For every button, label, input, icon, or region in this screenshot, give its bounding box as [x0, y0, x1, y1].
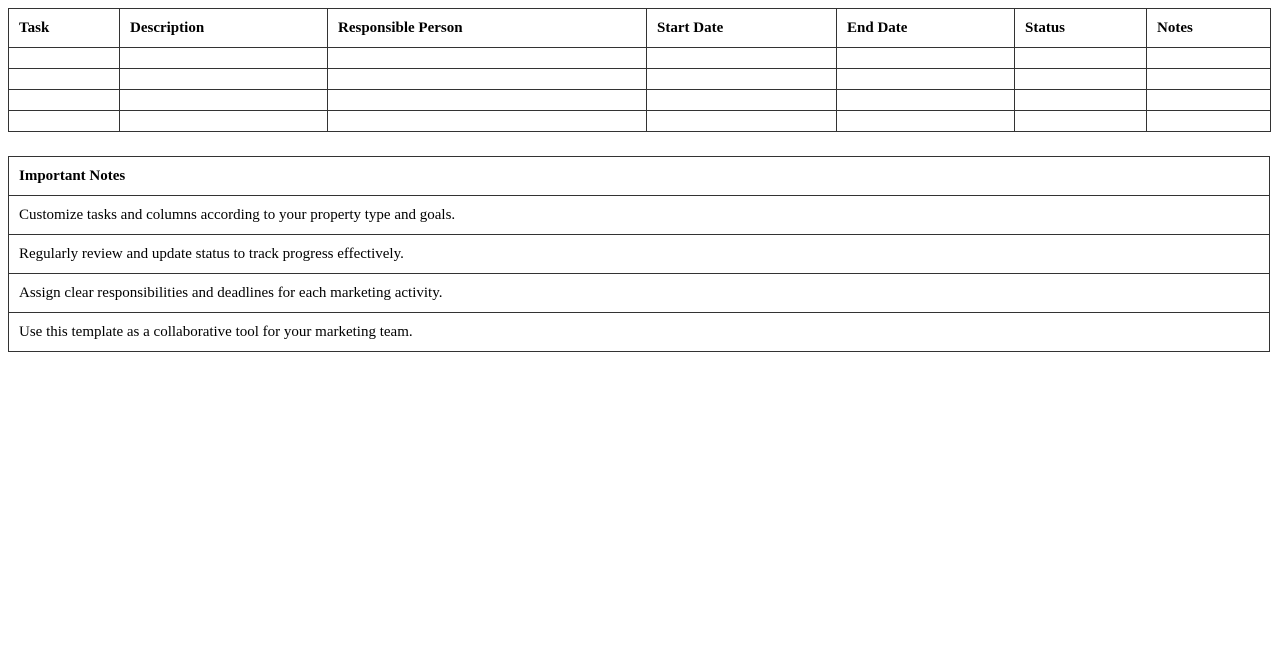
notes-title-row — [9, 157, 1270, 196]
cell-task[interactable] — [9, 69, 120, 90]
cell-end-date[interactable] — [837, 111, 1015, 132]
cell-task[interactable] — [9, 90, 120, 111]
header-description: Description — [120, 9, 328, 48]
cell-task[interactable] — [9, 111, 120, 132]
document — [8, 8, 1270, 352]
cell-description[interactable] — [120, 111, 328, 132]
cell-start-date[interactable] — [647, 90, 837, 111]
cell-end-date[interactable] — [837, 69, 1015, 90]
cell-status[interactable] — [1015, 111, 1147, 132]
cell-notes[interactable] — [1147, 69, 1271, 90]
cell-description[interactable] — [120, 69, 328, 90]
table-row — [9, 48, 1271, 69]
header-responsible-person: Responsible Person — [328, 9, 647, 48]
cell-responsible-person[interactable] — [328, 111, 647, 132]
list-item — [9, 274, 1270, 313]
note-item: Use this template as a collaborative tool for your marketing team. — [9, 313, 1270, 352]
header-status: Status — [1015, 9, 1147, 48]
cell-description[interactable] — [120, 48, 328, 69]
cell-end-date[interactable] — [837, 48, 1015, 69]
header-task: Task — [9, 9, 120, 48]
cell-notes[interactable] — [1147, 111, 1271, 132]
cell-responsible-person[interactable] — [328, 69, 647, 90]
cell-end-date[interactable] — [837, 90, 1015, 111]
note-item: Regularly review and update status to track progress effectively. — [9, 235, 1270, 274]
list-item — [9, 196, 1270, 235]
cell-start-date[interactable] — [647, 111, 837, 132]
task-table-header-row — [9, 9, 1271, 48]
note-item: Customize tasks and columns according to your property type and goals. — [9, 196, 1270, 235]
cell-start-date[interactable] — [647, 48, 837, 69]
list-item — [9, 235, 1270, 274]
list-item — [9, 313, 1270, 352]
table-row — [9, 90, 1271, 111]
note-item: Assign clear responsibilities and deadlines for each marketing activity. — [9, 274, 1270, 313]
cell-responsible-person[interactable] — [328, 90, 647, 111]
header-start-date: Start Date — [647, 9, 837, 48]
cell-task[interactable] — [9, 48, 120, 69]
cell-start-date[interactable] — [647, 69, 837, 90]
header-end-date: End Date — [837, 9, 1015, 48]
cell-status[interactable] — [1015, 69, 1147, 90]
important-notes-table — [8, 156, 1270, 352]
cell-status[interactable] — [1015, 90, 1147, 111]
cell-description[interactable] — [120, 90, 328, 111]
header-notes: Notes — [1147, 9, 1271, 48]
table-row — [9, 111, 1271, 132]
important-notes-title: Important Notes — [9, 157, 1270, 196]
cell-notes[interactable] — [1147, 48, 1271, 69]
task-table — [8, 8, 1271, 132]
cell-responsible-person[interactable] — [328, 48, 647, 69]
table-row — [9, 69, 1271, 90]
cell-notes[interactable] — [1147, 90, 1271, 111]
cell-status[interactable] — [1015, 48, 1147, 69]
